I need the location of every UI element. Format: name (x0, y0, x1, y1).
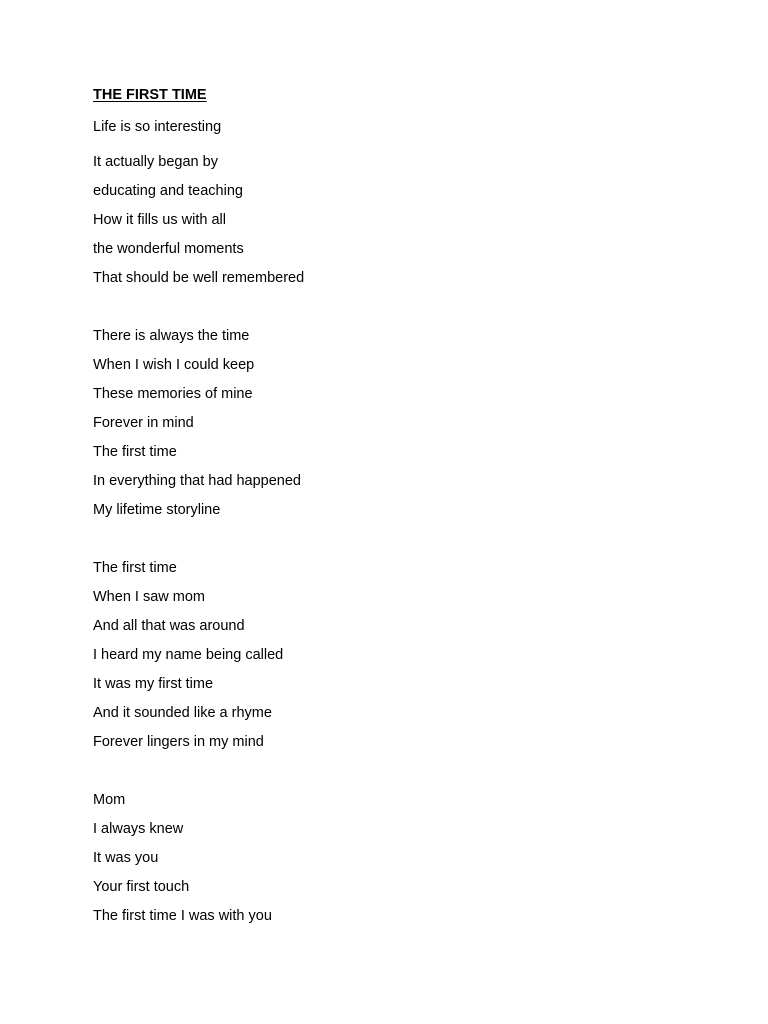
stanza-2 (93, 322, 693, 525)
poem-line: It actually began by (93, 154, 218, 170)
poem-line: I always knew (93, 821, 184, 837)
poem-title: THE FIRST TIME (93, 87, 207, 103)
poem-line: When I wish I could keep (93, 357, 255, 373)
poem-line: Forever lingers in my mind (93, 734, 264, 750)
poem-line: It was my first time (93, 676, 214, 692)
poem-line: Forever in mind (93, 415, 194, 431)
poem-line: There is always the time (93, 328, 250, 344)
stanza-3 (93, 554, 693, 757)
poem-line: It was you (93, 850, 159, 866)
poem-line: That should be well remembered (93, 270, 305, 286)
poem-line: How it fills us with all (93, 212, 226, 228)
stanza-1 (93, 117, 693, 293)
poem-line: The first time (93, 444, 177, 460)
poem-line: When I saw mom (93, 589, 205, 605)
poem-line: The first time (93, 560, 177, 576)
poem-line: The first time I was with you (93, 908, 272, 924)
poem-line: These memories of mine (93, 386, 253, 402)
poem-line: educating and teaching (93, 183, 243, 199)
stanza-4 (93, 786, 693, 931)
poem-line: Your first touch (93, 879, 190, 895)
poem-line: In everything that had happened (93, 473, 301, 489)
poem-line: And all that was around (93, 618, 245, 634)
poem-line: Mom (93, 792, 126, 808)
poem-body (93, 117, 693, 960)
poem-line: the wonderful moments (93, 241, 244, 257)
poem-line: My lifetime storyline (93, 502, 221, 518)
poem-line: And it sounded like a rhyme (93, 705, 272, 721)
poem-line: I heard my name being called (93, 647, 284, 663)
poem-line: Life is so interesting (93, 119, 222, 135)
